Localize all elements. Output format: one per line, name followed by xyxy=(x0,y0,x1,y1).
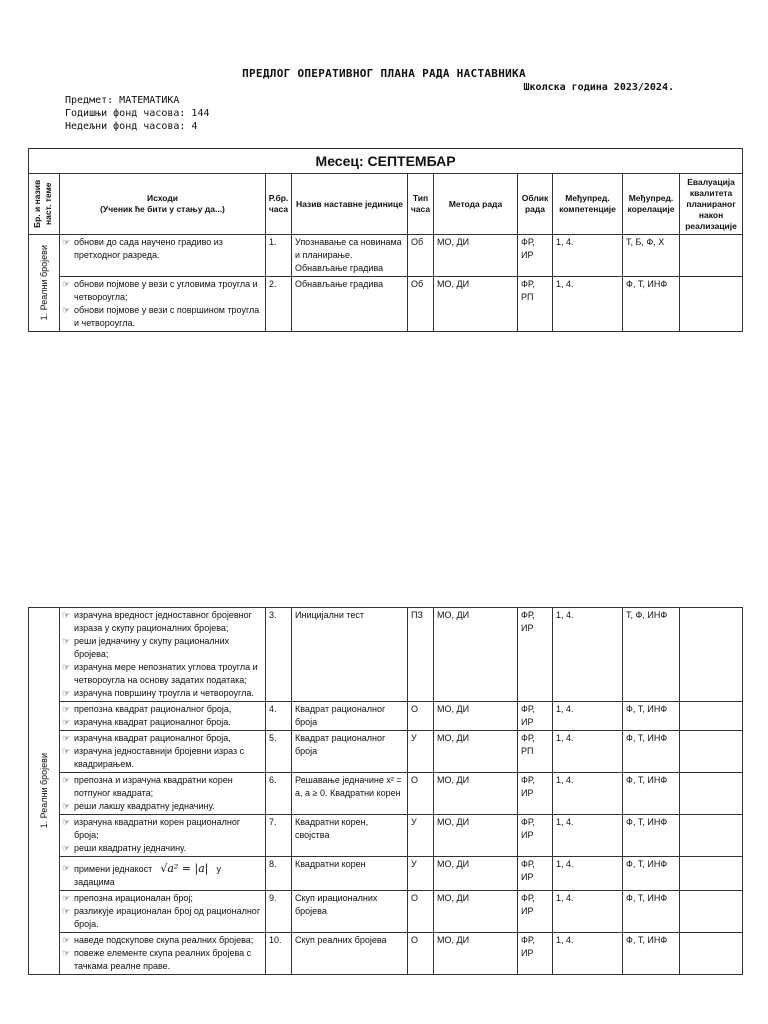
pointing-hand-icon: ☞ xyxy=(62,717,71,727)
outcome-text: реши лакшу квадратну једначину. xyxy=(74,801,215,811)
outcomes-cell xyxy=(60,277,266,332)
outcome-text: наведе подскупове скупа реалних бројева; xyxy=(74,935,254,945)
outcomes-cell xyxy=(60,773,266,815)
cell-method: МО, ДИ xyxy=(434,608,518,702)
cell-unit: Упознавање са новинама и планирање. Обнављање градива xyxy=(292,235,408,277)
cell-unit: Квадратни корен xyxy=(292,857,408,891)
table-row xyxy=(29,277,743,332)
cell-type: О xyxy=(408,891,434,933)
cell-correlations: Т, Б, Ф, Х xyxy=(623,235,680,277)
topic-label: 1. Реални бројеви xyxy=(38,753,49,829)
pointing-hand-icon: ☞ xyxy=(62,817,71,827)
outcome-prefix: примени једнакост xyxy=(74,864,153,874)
cell-correlations: Ф, Т, ИНФ xyxy=(623,933,680,975)
outcome-text: препозна квадрат рационалног броја, xyxy=(74,704,232,714)
outcome-suffix: у задацима xyxy=(74,864,221,887)
cell-form: ФР, ИР xyxy=(518,933,553,975)
table-row xyxy=(29,857,743,891)
table-row xyxy=(29,608,743,702)
column-header-correlations: Међупред. корелације xyxy=(623,174,680,235)
table-row xyxy=(29,891,743,933)
cell-form: ФР, ИР xyxy=(518,608,553,702)
column-header-outcomes: Исходи (Ученик ће бити у стању да...) xyxy=(60,174,266,235)
subject-line: Предмет: МАТЕМАТИКА xyxy=(65,95,180,106)
table-row xyxy=(29,731,743,773)
table-row xyxy=(29,815,743,857)
cell-competences: 1, 4. xyxy=(553,235,623,277)
document-title: ПРЕДЛОГ ОПЕРАТИВНОГ ПЛАНА РАДА НАСТАВНИКА xyxy=(242,67,526,80)
cell-form: ФР, ИР xyxy=(518,235,553,277)
cell-competences: 1, 4. xyxy=(553,731,623,773)
pointing-hand-icon: ☞ xyxy=(62,801,71,811)
cell-method: МО, ДИ xyxy=(434,702,518,731)
cell-unit: Квадрат рационалног броја xyxy=(292,702,408,731)
column-header-type: Тип часа xyxy=(408,174,434,235)
plan-table-september xyxy=(28,148,743,332)
outcomes-cell xyxy=(60,857,266,891)
outcome-text: израчуна квадрат рационалног броја. xyxy=(74,717,231,727)
pointing-hand-icon: ☞ xyxy=(62,906,71,916)
annual-hours-line: Годишњи фонд часова: 144 xyxy=(65,108,210,119)
cell-correlations: Ф, Т, ИНФ xyxy=(623,857,680,891)
cell-unit: Обнављање градива xyxy=(292,277,408,332)
cell-form: ФР, ИР xyxy=(518,702,553,731)
pointing-hand-icon: ☞ xyxy=(62,704,71,714)
month-heading: Месец: СЕПТЕМБАР xyxy=(29,149,743,174)
cell-num: 6. xyxy=(266,773,292,815)
cell-method: МО, ДИ xyxy=(434,277,518,332)
column-header-topic: Бр. и назив наст. теме xyxy=(29,174,60,235)
outcome-text: препозна ирационалан број; xyxy=(74,893,193,903)
cell-form: ФР, РП xyxy=(518,731,553,773)
cell-correlations: Ф, Т, ИНФ xyxy=(623,702,680,731)
weekly-hours-line: Недељни фонд часова: 4 xyxy=(65,121,198,132)
outcome-text: реши једначину у скупу рационалних бројева; xyxy=(74,636,230,659)
cell-num: 1. xyxy=(266,235,292,277)
outcome-text: израчуна квадрат рационалног броја, xyxy=(74,733,231,743)
cell-form: ФР, ИР xyxy=(518,891,553,933)
cell-form: ФР, ИР xyxy=(518,857,553,891)
cell-type: Об xyxy=(408,277,434,332)
cell-evaluation xyxy=(680,608,743,702)
cell-evaluation xyxy=(680,933,743,975)
cell-form: ФР, РП xyxy=(518,277,553,332)
cell-competences: 1, 4. xyxy=(553,277,623,332)
pointing-hand-icon: ☞ xyxy=(62,305,71,315)
cell-competences: 1, 4. xyxy=(553,815,623,857)
topic-label: 1. Реални бројеви xyxy=(38,245,49,321)
pointing-hand-icon: ☞ xyxy=(62,746,71,756)
outcomes-cell xyxy=(60,235,266,277)
cell-num: 10. xyxy=(266,933,292,975)
column-header-form: Облик рада xyxy=(518,174,553,235)
topic-cell xyxy=(29,608,60,975)
cell-unit: Квадратни корен, својства xyxy=(292,815,408,857)
cell-type: О xyxy=(408,702,434,731)
outcomes-cell xyxy=(60,815,266,857)
pointing-hand-icon: ☞ xyxy=(62,636,71,646)
pointing-hand-icon: ☞ xyxy=(62,948,71,958)
school-year: Школска година 2023/2024. xyxy=(523,82,674,93)
outcome-text: реши квадратну једначину. xyxy=(74,843,187,853)
outcome-text: обнови појмове у вези с површином троугла и четвороугла. xyxy=(74,305,260,328)
cell-unit: Скуп ирационалних бројева xyxy=(292,891,408,933)
table-row xyxy=(29,933,743,975)
cell-unit: Иницијални тест xyxy=(292,608,408,702)
column-header-evaluation: Евалуација квалитета планираног након реализације xyxy=(680,174,743,235)
pointing-hand-icon: ☞ xyxy=(62,863,71,873)
outcomes-cell xyxy=(60,933,266,975)
cell-type: О xyxy=(408,773,434,815)
cell-type: ПЗ xyxy=(408,608,434,702)
pointing-hand-icon: ☞ xyxy=(62,662,71,672)
outcome-text: обнови до сада научено градиво из претходног разреда. xyxy=(74,237,223,260)
cell-competences: 1, 4. xyxy=(553,857,623,891)
cell-correlations: Т, Ф, ИНФ xyxy=(623,608,680,702)
pointing-hand-icon: ☞ xyxy=(62,935,71,945)
cell-method: МО, ДИ xyxy=(434,857,518,891)
cell-correlations: Ф, Т, ИНФ xyxy=(623,277,680,332)
outcome-text: препозна и израчуна квадратни корен потпуног квадрата; xyxy=(74,775,233,798)
cell-competences: 1, 4. xyxy=(553,608,623,702)
cell-evaluation xyxy=(680,702,743,731)
cell-num: 5. xyxy=(266,731,292,773)
outcomes-cell xyxy=(60,608,266,702)
cell-method: МО, ДИ xyxy=(434,235,518,277)
column-header-method: Метода рада xyxy=(434,174,518,235)
cell-num: 7. xyxy=(266,815,292,857)
cell-type: О xyxy=(408,933,434,975)
cell-method: МО, ДИ xyxy=(434,891,518,933)
cell-num: 3. xyxy=(266,608,292,702)
outcomes-cell xyxy=(60,702,266,731)
cell-evaluation xyxy=(680,235,743,277)
cell-num: 9. xyxy=(266,891,292,933)
outcome-text: разликује ирационалан број од рационалног броја. xyxy=(74,906,261,929)
cell-competences: 1, 4. xyxy=(553,773,623,815)
outcomes-cell xyxy=(60,731,266,773)
outcome-text: израчуна мере непознатих углова троугла и четвороугла на основу задатих података; xyxy=(74,662,258,685)
column-header-num: Р.бр. часа xyxy=(266,174,292,235)
outcomes-cell xyxy=(60,891,266,933)
cell-form: ФР, ИР xyxy=(518,773,553,815)
cell-method: МО, ДИ xyxy=(434,731,518,773)
cell-correlations: Ф, Т, ИНФ xyxy=(623,773,680,815)
outcome-text: израчуна једноставнији бројевни израз с квадрирањем. xyxy=(74,746,245,769)
table-row xyxy=(29,235,743,277)
cell-num: 2. xyxy=(266,277,292,332)
pointing-hand-icon: ☞ xyxy=(62,843,71,853)
pointing-hand-icon: ☞ xyxy=(62,733,71,743)
outcome-text: обнови појмове у вези с угловима троугла и четвороугла; xyxy=(74,279,258,302)
cell-evaluation xyxy=(680,891,743,933)
table-row xyxy=(29,773,743,815)
outcome-text: израчуна вредност једноставног бројевног израза у скупу рационалних бројева; xyxy=(74,610,252,633)
cell-competences: 1, 4. xyxy=(553,702,623,731)
cell-form: ФР, ИР xyxy=(518,815,553,857)
cell-evaluation xyxy=(680,277,743,332)
pointing-hand-icon: ☞ xyxy=(62,688,71,698)
cell-method: МО, ДИ xyxy=(434,815,518,857)
cell-correlations: Ф, Т, ИНФ xyxy=(623,891,680,933)
cell-evaluation xyxy=(680,773,743,815)
plan-table-september-continued xyxy=(28,607,743,975)
column-header-unit: Назив наставне јединице xyxy=(292,174,408,235)
cell-evaluation xyxy=(680,731,743,773)
topic-cell xyxy=(29,235,60,332)
cell-type: У xyxy=(408,857,434,891)
pointing-hand-icon: ☞ xyxy=(62,237,71,247)
pointing-hand-icon: ☞ xyxy=(62,775,71,785)
cell-unit: Решавање једначине x² = a, a ≥ 0. Квадратни корен xyxy=(292,773,408,815)
cell-correlations: Ф, Т, ИНФ xyxy=(623,731,680,773)
cell-type: У xyxy=(408,815,434,857)
cell-method: МО, ДИ xyxy=(434,773,518,815)
cell-evaluation xyxy=(680,815,743,857)
outcome-text: израчуна површину троугла и четвороугла. xyxy=(74,688,254,698)
outcome-text: повеже елементе скупа реалних бројева с тачкама реалне праве. xyxy=(74,948,252,971)
outcome-text xyxy=(74,862,263,889)
cell-type: Об xyxy=(408,235,434,277)
sqrt-formula: √a² = |a| xyxy=(160,862,209,875)
cell-type: У xyxy=(408,731,434,773)
pointing-hand-icon: ☞ xyxy=(62,893,71,903)
cell-competences: 1, 4. xyxy=(553,891,623,933)
table-row xyxy=(29,702,743,731)
cell-unit: Скуп реалних бројева xyxy=(292,933,408,975)
pointing-hand-icon: ☞ xyxy=(62,279,71,289)
cell-num: 8. xyxy=(266,857,292,891)
pointing-hand-icon: ☞ xyxy=(62,610,71,620)
cell-unit: Квадрат рационалног броја xyxy=(292,731,408,773)
cell-method: МО, ДИ xyxy=(434,933,518,975)
column-header-competences: Међупред. компетенције xyxy=(553,174,623,235)
cell-correlations: Ф, Т, ИНФ xyxy=(623,815,680,857)
cell-evaluation xyxy=(680,857,743,891)
outcome-text: израчуна квадратни корен рационалног броја; xyxy=(74,817,241,840)
cell-competences: 1, 4. xyxy=(553,933,623,975)
cell-num: 4. xyxy=(266,702,292,731)
